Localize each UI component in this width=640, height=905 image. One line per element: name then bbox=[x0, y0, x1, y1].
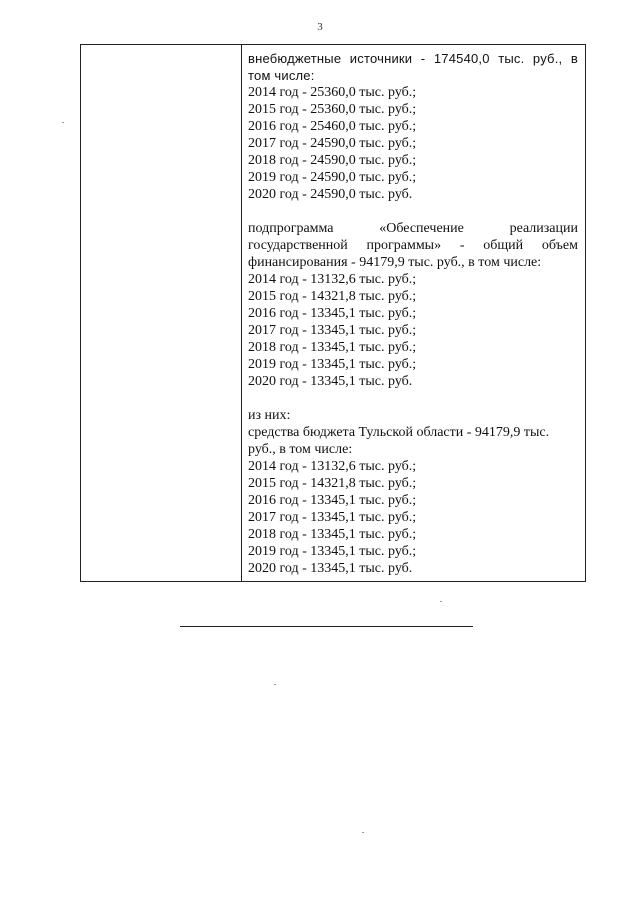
year-line: 2018 год - 24590,0 тыс. руб.; bbox=[248, 153, 417, 168]
year-line: 2018 год - 13345,1 тыс. руб.; bbox=[248, 527, 417, 542]
regional-budget-block bbox=[248, 407, 578, 577]
subprogram-heading-line2: государственной программы» - общий объем bbox=[248, 238, 578, 253]
year-line: 2017 год - 13345,1 тыс. руб.; bbox=[248, 510, 417, 525]
year-line: 2020 год - 13345,1 тыс. руб. bbox=[248, 374, 413, 389]
year-line: 2017 год - 24590,0 тыс. руб.; bbox=[248, 136, 417, 151]
year-line: 2020 год - 13345,1 тыс. руб. bbox=[248, 561, 413, 576]
regional-budget-heading: из них: bbox=[248, 408, 291, 423]
year-line: 2016 год - 13345,1 тыс. руб.; bbox=[248, 493, 417, 508]
column-divider bbox=[241, 45, 242, 581]
year-line: 2017 год - 13345,1 тыс. руб.; bbox=[248, 323, 417, 338]
regional-budget-line3: руб., в том числе: bbox=[248, 442, 353, 457]
regional-budget-line2: средства бюджета Тульской области - 94179,9 тыс. bbox=[248, 425, 550, 440]
right-cell bbox=[248, 50, 578, 577]
year-line: 2014 год - 13132,6 тыс. руб.; bbox=[248, 272, 417, 287]
scan-speck bbox=[62, 122, 64, 123]
scan-speck bbox=[274, 684, 276, 685]
year-line: 2015 год - 14321,8 тыс. руб.; bbox=[248, 476, 417, 491]
year-line: 2019 год - 13345,1 тыс. руб.; bbox=[248, 357, 417, 372]
subprogram-heading-line3: финансирования - 94179,9 тыс. руб., в том числе: bbox=[248, 255, 542, 270]
scan-speck bbox=[362, 832, 364, 833]
year-line: 2015 год - 14321,8 тыс. руб.; bbox=[248, 289, 417, 304]
year-line: 2016 год - 25460,0 тыс. руб.; bbox=[248, 119, 417, 134]
page-number: 3 bbox=[317, 21, 323, 33]
year-line: 2018 год - 13345,1 тыс. руб.; bbox=[248, 340, 417, 355]
subprogram-heading-line1: подпрограмма «Обеспечение реализации bbox=[248, 221, 578, 236]
closing-rule bbox=[180, 626, 473, 627]
year-line: 2020 год - 24590,0 тыс. руб. bbox=[248, 187, 413, 202]
extrabudgetary-block bbox=[248, 50, 578, 203]
year-line: 2019 год - 24590,0 тыс. руб.; bbox=[248, 170, 417, 185]
year-line: 2019 год - 13345,1 тыс. руб.; bbox=[248, 544, 417, 559]
scan-speck bbox=[440, 601, 442, 602]
extrabudgetary-subheading: том числе: bbox=[248, 68, 315, 83]
financing-table bbox=[80, 44, 586, 582]
year-line: 2016 год - 13345,1 тыс. руб.; bbox=[248, 306, 417, 321]
year-line: 2014 год - 25360,0 тыс. руб.; bbox=[248, 85, 417, 100]
year-line: 2014 год - 13132,6 тыс. руб.; bbox=[248, 459, 417, 474]
subprogram-block bbox=[248, 220, 578, 390]
year-line: 2015 год - 25360,0 тыс. руб.; bbox=[248, 102, 417, 117]
extrabudgetary-heading: внебюджетные источники - 174540,0 тыс. руб., в bbox=[248, 51, 578, 66]
